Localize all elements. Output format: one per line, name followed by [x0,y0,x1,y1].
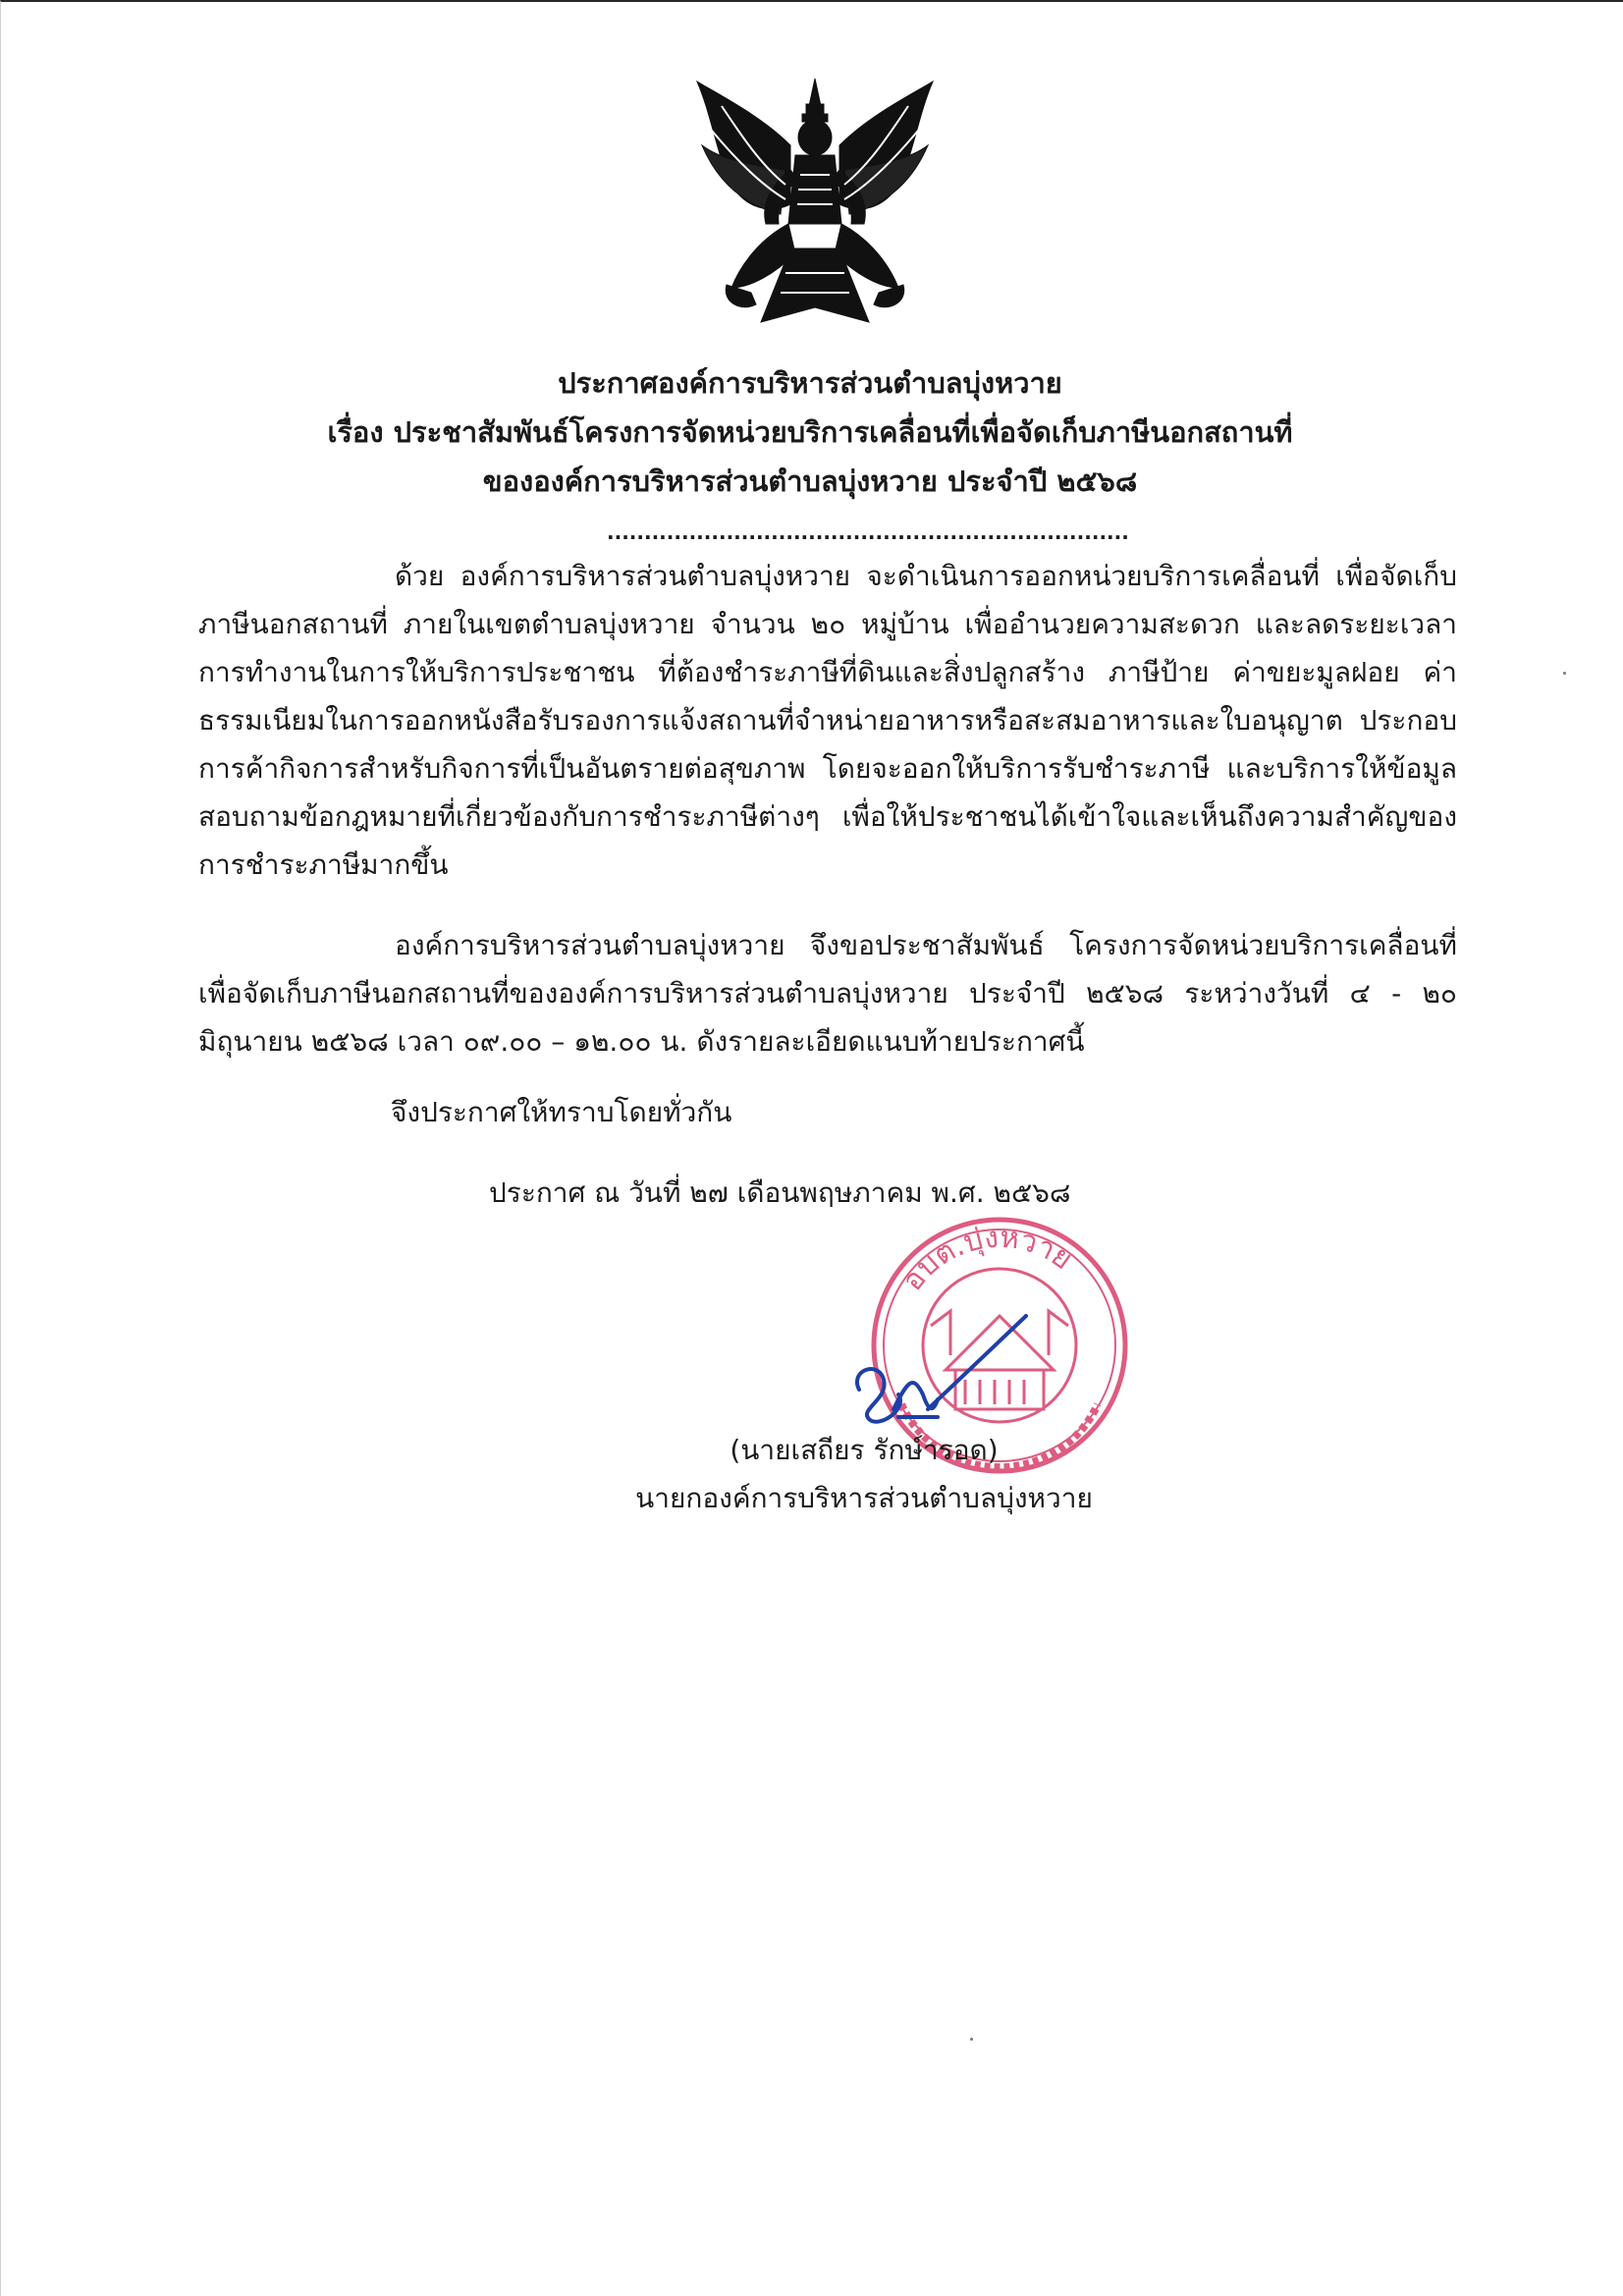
announcement-date: ประกาศ ณ วันที่ ๒๗ เดือนพฤษภาคม พ.ศ. ๒๕๖๘ [489,1176,1071,1209]
header-title: ประกาศองค์การบริหารส่วนตำบลบุ่งหวาย [558,366,1062,400]
scan-speck [970,2038,973,2041]
paragraph-text: องค์การบริหารส่วนตำบลบุ่งหวาย จึงขอประชาสัมพันธ์ โครงการจัดหน่วยบริการเคลื่อนที่ เพื่อจัดเก็บภาษีนอกสถานที่ขององค์การบริหารส่วนตำบลบุ่งหวาย ประจำปี ๒๕๖๘ ระหว่างวันที่ ๔ - ๒๐ มิถุนายน ๒๕๖๘ เวลา ๐๙.๐๐ – ๑๒.๐๐ น. ดังรายละเอียดแนบท้ายประกาศนี้ [198,929,1457,1058]
signature-icon [839,1301,1036,1449]
header-subject: เรื่อง ประชาสัมพันธ์โครงการจัดหน่วยบริการเคลื่อนที่เพื่อจัดเก็บภาษีนอกสถานที่ [327,415,1293,449]
signatory-title: นายกองค์การบริหารส่วนตำบลบุ่งหวาย [635,1482,1093,1514]
header-subtitle: ขององค์การบริหารส่วนตำบลบุ่งหวาย ประจำปี ๒๕๖๘ [482,465,1138,498]
svg-text:อบต.บุ่งหวาย: อบต.บุ่งหวาย [894,1220,1079,1298]
body-paragraph-2 [198,921,1457,1066]
body-paragraph-1 [198,552,1457,889]
paragraph-text: ด้วย องค์การบริหารส่วนตำบลบุ่งหวาย จะดำเนินการออกหน่วยบริการเคลื่อนที่ เพื่อจัดเก็บภาษีนอกสถานที่ ภายในเขตตำบลบุ่งหวาย จำนวน ๒๐ หมู่บ้าน เพื่ออำนวยความสะดวก และลดระยะเวลาการทำงานในการให้บริการประชาชน ที่ต้องชำระภาษีที่ดินและสิ่งปลูกสร้าง ภาษีป้าย ค่าขยะมูลฝอย ค่าธรรมเนียมในการออกหนังสือรับรองการแจ้งสถานที่จำหน่ายอาหารหรือสะสมอาหารและใบอนุญาต ประกอบการค้ากิจการสำหรับกิจการที่เป็นอันตรายต่อสุขภาพ โดยจะออกให้บริการรับชำระภาษี และบริการให้ข้อมูลสอบถามข้อกฎหมายที่เกี่ยวข้องกับการชำระภาษีต่างๆ เพื่อให้ประชาชนได้เข้าใจและเห็นถึงความสำคัญของการชำระภาษีมากขึ้น [198,560,1457,881]
signatory-name: (นายเสถียร รักษ์ารอด) [730,1434,999,1466]
garuda-emblem-icon [692,77,938,334]
closing-statement: จึงประกาศให้ทราบโดยทั่วกัน [391,1096,732,1128]
announcement-header [196,358,1424,506]
header-divider: ...................................................................... [607,520,1129,544]
scan-speck [1563,672,1566,675]
